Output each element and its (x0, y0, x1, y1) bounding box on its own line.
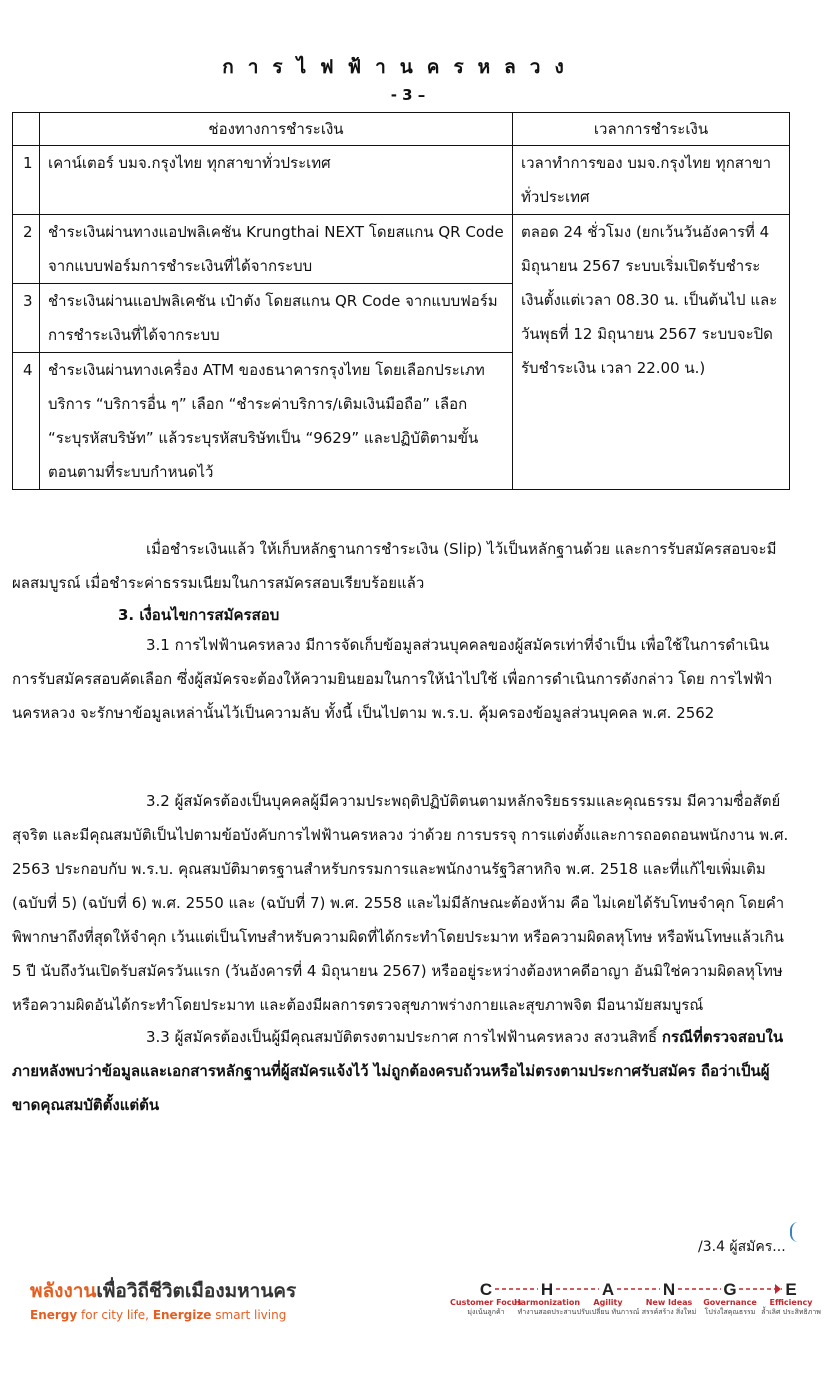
change-value-th: มุ่งเน้นลูกค้า (467, 1308, 505, 1316)
row-time: เวลาทำการของ บมจ.กรุงไทย ทุกสาขาทั่วประเทศ (513, 146, 790, 215)
slogan-dark: เพื่อวิถีชีวิตเมืองมหานคร (96, 1280, 297, 1302)
change-letters-svg (448, 1276, 798, 1300)
page-number: - 3 – (390, 86, 426, 104)
next-page-note: /3.4 ผู้สมัคร... (698, 1239, 786, 1255)
paragraph-3-3-bold: กรณีที่ตรวจสอบในภายหลังพบว่าข้อมูลและเอกสารหลักฐานที่ผู้สมัครแจ้งไว้ ไม่ถูกต้องครบถ้วนหรือไม่ตรงตามประกาศรับสมัคร ถือว่าเป็นผู้ขาดคุณสมบัติตั้งแต่ต้น (12, 1028, 784, 1114)
change-value-th: โปร่งใสคุณธรรม (704, 1308, 756, 1316)
row-channel: เคาน์เตอร์ บมจ.กรุงไทย ทุกสาขาทั่วประเทศ (40, 146, 513, 215)
tagline-part: for city life, (77, 1308, 153, 1322)
change-letter-n: N (662, 1280, 676, 1299)
row-channel: ชำระเงินผ่านทางเครื่อง ATM ของธนาคารกรุงไทย โดยเลือกประเภทบริการ “บริการอื่น ๆ” เลือก “ชำระค่าบริการ/เติมเงินมือถือ” เลือก “ระบุรหัสบริษัท” แล้วระบุรหัสบริษัทเป็น “9629” และปฏิบัติตามขั้นตอนตามที่ระบบกำหนดไว้ (40, 353, 513, 490)
mea-slogan-logo (30, 1276, 296, 1322)
change-letter-e: E (785, 1280, 797, 1299)
paragraph-3-3 (12, 1020, 792, 1122)
change-value-th: สรรค์สร้าง สิ่งใหม่ (641, 1308, 697, 1316)
page-title: การไฟฟ้านครหลวง (222, 56, 578, 78)
tagline-part: Energy (30, 1308, 78, 1322)
blue-mark-decoration (790, 1222, 800, 1242)
row-channel: ชำระเงินผ่านทางแอปพลิเคชัน Krungthai NEXT โดยสแกน QR Code จากแบบฟอร์มการชำระเงินที่ได้จากระบบ (40, 215, 513, 284)
change-value-en: Harmonization (513, 1298, 581, 1307)
table-header-time: เวลาการชำระเงิน (513, 113, 790, 146)
row-time-merged: ตลอด 24 ชั่วโมง (ยกเว้นวันอังคารที่ 4 มิถุนายน 2567 ระบบเริ่มเปิดรับชำระเงินตั้งแต่เวลา 08.30 น. เป็นต้นไป และวันพุธที่ 12 มิถุนายน 2567 ระบบจะปิดรับชำระเงิน เวลา 22.00 น.) (513, 215, 790, 490)
slogan-thai (30, 1276, 296, 1306)
row-channel: ชำระเงินผ่านแอปพลิเคชัน เป๋าตัง โดยสแกน QR Code จากแบบฟอร์มการชำระเงินที่ได้จากระบบ (40, 284, 513, 353)
table-row (13, 146, 790, 215)
change-letter-h: H (540, 1280, 554, 1299)
change-value-th: ล้ำเลิศ ประสิทธิภาพ (761, 1308, 821, 1316)
change-value-en: Agility (593, 1298, 623, 1307)
change-letter-g: G (723, 1280, 737, 1299)
table-header-row (13, 113, 790, 146)
row-number: 4 (13, 353, 40, 490)
tagline-part: smart living (211, 1308, 287, 1322)
change-values-logo (448, 1276, 821, 1346)
change-letter-c: C (479, 1280, 493, 1299)
change-letter-a: A (601, 1280, 615, 1299)
row-number: 2 (13, 215, 40, 284)
change-value-en: Efficiency (769, 1298, 813, 1307)
change-value-th: ทำงานสอดประสาน (517, 1308, 577, 1316)
paragraph-3-2: 3.2 ผู้สมัครต้องเป็นบุคคลผู้มีความประพฤติปฏิบัติตนตามหลักจริยธรรมและคุณธรรม มีความซื่อสัตย์สุจริต และมีคุณสมบัติเป็นไปตามข้อบังคับการไฟฟ้านครหลวง ว่าด้วย การบรรจุ การแต่งตั้งและการถอดถอนพนักงาน พ.ศ. 2563 ประกอบกับ พ.ร.บ. คุณสมบัติมาตรฐานสำหรับกรรมการและพนักงานรัฐวิสาหกิจ พ.ศ. 2518 และที่แก้ไขเพิ่มเติม (ฉบับที่ 5) (ฉบับที่ 6) พ.ศ. 2550 และ (ฉบับที่ 7) พ.ศ. 2558 และไม่มีลักษณะต้องห้าม คือ ไม่เคยได้รับโทษจำคุก โดยคำพิพากษาถึงที่สุดให้จำคุก เว้นแต่เป็นโทษสำหรับความผิดที่ได้กระทำโดยประมาท หรือความผิดลหุโทษ หรือพ้นโทษแล้วเกิน 5 ปี นับถึงวันเปิดรับสมัครวันแรก (วันอังคารที่ 4 มิถุนายน 2567) หรืออยู่ระหว่างต้องหาคดีอาญา อันมิใช่ความผิดลหุโทษ หรือความผิดอันได้กระทำโดยประมาท และต้องมีผลการตรวจสุขภาพร่างกายและสุขภาพจิต มีอนามัยสมบูรณ์ (12, 792, 789, 1014)
slip-note: เมื่อชำระเงินแล้ว ให้เก็บหลักฐานการชำระเงิน (Slip) ไว้เป็นหลักฐานด้วย และการรับสมัครสอบจะมีผลสมบูรณ์ เมื่อชำระค่าธรรมเนียมในการสมัครสอบเรียบร้อยแล้ว (12, 540, 777, 592)
change-value-item (753, 1298, 829, 1317)
row-number: 1 (13, 146, 40, 215)
table-header-channel: ช่องทางการชำระเงิน (40, 113, 513, 146)
paragraph-3-1: 3.1 การไฟฟ้านครหลวง มีการจัดเก็บข้อมูลส่วนบุคคลของผู้สมัครเท่าที่จำเป็น เพื่อใช้ในการดำเนินการรับสมัครสอบคัดเลือก ซึ่งผู้สมัครจะต้องให้ความยินยอมในการให้นำไปใช้ เพื่อการดำเนินการดังกล่าว โดย การไฟฟ้านครหลวง จะรักษาข้อมูลเหล่านั้นไว้เป็นความลับ ทั้งนี้ เป็นไปตาม พ.ร.บ. คุ้มครองข้อมูลส่วนบุคคล พ.ศ. 2562 (12, 636, 773, 722)
tagline-part: Energize (152, 1308, 212, 1322)
change-value-en: Governance (703, 1298, 757, 1307)
change-value-th: ปรับเปลี่ยน ทันการณ์ (576, 1308, 640, 1316)
arrow-icon (775, 1284, 781, 1294)
slogan-english (30, 1308, 296, 1322)
table-row (13, 215, 790, 284)
payment-table (12, 112, 790, 490)
change-value-en: Customer Focus (450, 1298, 522, 1307)
paragraph-3-3-text: 3.3 ผู้สมัครต้องเป็นผู้มีคุณสมบัติตรงตามประกาศ การไฟฟ้านครหลวง สงวนสิทธิ์ (146, 1028, 662, 1046)
table-header-no (13, 113, 40, 146)
section-heading: 3. เงื่อนไขการสมัครสอบ (118, 606, 280, 624)
row-number: 3 (13, 284, 40, 353)
change-value-en: New Ideas (645, 1298, 693, 1307)
slogan-orange: พลังงาน (30, 1280, 97, 1302)
